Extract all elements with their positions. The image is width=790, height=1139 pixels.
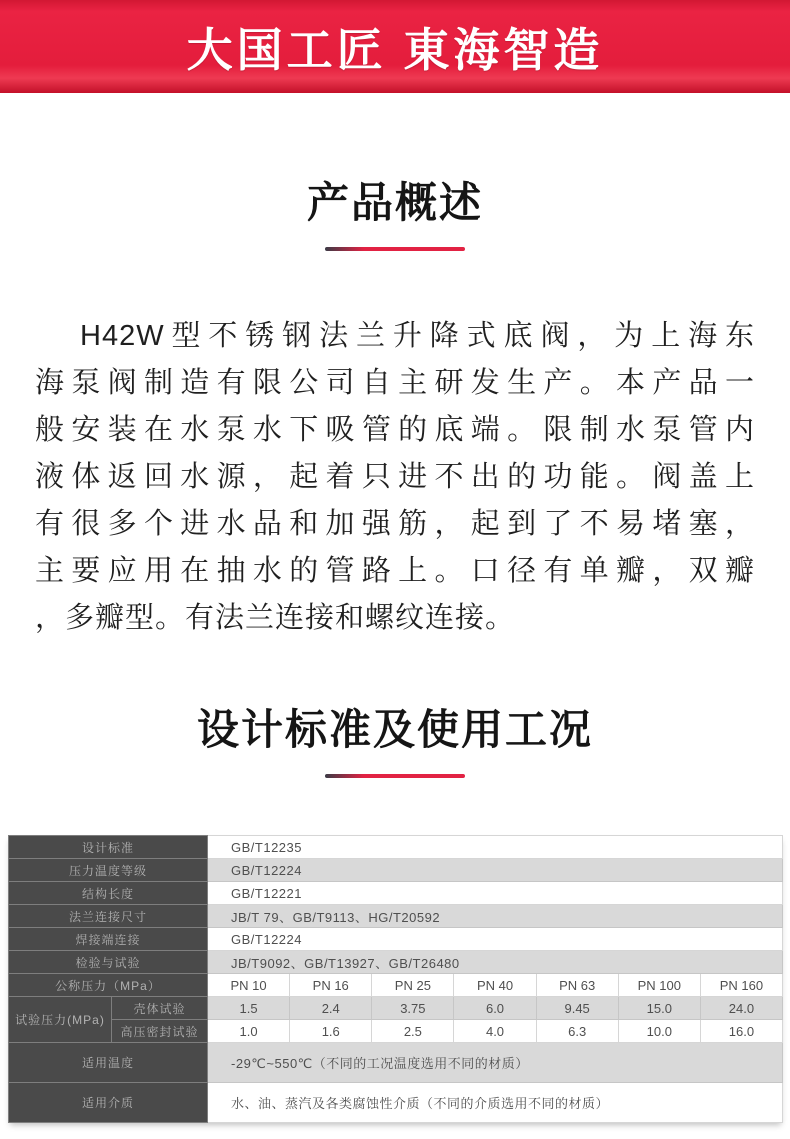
paragraph-line: 液体返回水源，起着只进不出的功能。阀盖上 [35, 461, 755, 493]
spec-table [8, 835, 783, 1123]
paragraph-line: 有很多个进水品和加强筋，起到了不易堵塞， [35, 508, 755, 540]
spec-value-cell: GB/T12224 [208, 859, 783, 882]
specs-title: 设计标准及使用工况 [196, 706, 593, 753]
pn-header-cell: PN 10 [208, 974, 290, 997]
pressure-value-cell: 16.0 [700, 1020, 782, 1043]
pressure-value-cell: 10.0 [618, 1020, 700, 1043]
spec-value-cell: GB/T12221 [208, 882, 783, 905]
pn-header-cell: PN 160 [700, 974, 782, 997]
pn-header-cell: PN 16 [290, 974, 372, 997]
spec-row [9, 1043, 783, 1083]
spec-value-cell: GB/T12235 [208, 836, 783, 859]
spec-value-cell: -29℃~550℃（不同的工况温度选用不同的材质） [208, 1043, 783, 1083]
overview-paragraph [35, 313, 755, 642]
paragraph-line: 般安装在水泵水下吸管的底端。限制水泵管内 [35, 414, 755, 446]
spec-label-cell: 压力温度等级 [9, 859, 208, 882]
spec-value-cell: JB/T9092、GB/T13927、GB/T26480 [208, 951, 783, 974]
spec-value-cell: GB/T12224 [208, 928, 783, 951]
pressure-value-cell: 15.0 [618, 997, 700, 1020]
pressure-value-cell: 2.5 [372, 1020, 454, 1043]
paragraph-line: 海泵阀制造有限公司自主研发生产。本产品一 [35, 367, 755, 399]
spec-row [9, 859, 783, 882]
spec-label-cell: 检验与试验 [9, 951, 208, 974]
spec-label-cell: 设计标准 [9, 836, 208, 859]
pressure-value-cell: 1.0 [208, 1020, 290, 1043]
pn-header-cell: PN 100 [618, 974, 700, 997]
pn-header-cell: PN 40 [454, 974, 536, 997]
seal-test-row [9, 1020, 783, 1043]
pressure-value-cell: 6.3 [536, 1020, 618, 1043]
paragraph-line: H42W型不锈钢法兰升降式底阀，为上海东 [80, 320, 755, 352]
paragraph-line: 主要应用在抽水的管路上。口径有单瓣，双瓣 [35, 555, 755, 587]
specs-section [0, 697, 790, 1123]
banner-title: 大国工匠 東海智造 [186, 23, 604, 76]
spec-row [9, 882, 783, 905]
spec-value-cell: 水、油、蒸汽及各类腐蚀性介质（不同的介质选用不同的材质） [208, 1083, 783, 1123]
spec-label-cell: 公称压力（MPa） [9, 974, 208, 997]
spec-label-cell: 结构长度 [9, 882, 208, 905]
spec-label-cell: 适用介质 [9, 1083, 208, 1123]
pressure-value-cell: 2.4 [290, 997, 372, 1020]
overview-section [0, 170, 790, 642]
spec-label-cell: 焊接端连接 [9, 928, 208, 951]
spec-label-cell: 法兰连接尺寸 [9, 905, 208, 928]
pressure-value-cell: 6.0 [454, 997, 536, 1020]
pn-header-cell: PN 63 [536, 974, 618, 997]
spec-row [9, 836, 783, 859]
test-row-label-cell: 高压密封试验 [112, 1020, 208, 1043]
test-row-label-cell: 壳体试验 [112, 997, 208, 1020]
spec-row [9, 905, 783, 928]
pressure-value-cell: 24.0 [700, 997, 782, 1020]
spec-label-cell: 适用温度 [9, 1043, 208, 1083]
pressure-value-cell: 3.75 [372, 997, 454, 1020]
paragraph-line: ，多瓣型。有法兰连接和螺纹连接。 [35, 602, 516, 634]
test-pressure-label-cell: 试验压力(MPa) [9, 997, 112, 1043]
pressure-value-cell: 4.0 [454, 1020, 536, 1043]
spec-value-cell: JB/T 79、GB/T9113、HG/T20592 [208, 905, 783, 928]
spec-row [9, 951, 783, 974]
spec-row [9, 1083, 783, 1123]
top-banner [0, 0, 790, 93]
overview-title-underline [325, 247, 465, 251]
pressure-value-cell: 9.45 [536, 997, 618, 1020]
pressure-value-cell: 1.6 [290, 1020, 372, 1043]
nominal-pressure-row [9, 974, 783, 997]
spec-row [9, 928, 783, 951]
shell-test-row [9, 997, 783, 1020]
pn-header-cell: PN 25 [372, 974, 454, 997]
pressure-value-cell: 1.5 [208, 997, 290, 1020]
specs-title-underline [325, 774, 465, 778]
overview-title: 产品概述 [306, 179, 483, 226]
